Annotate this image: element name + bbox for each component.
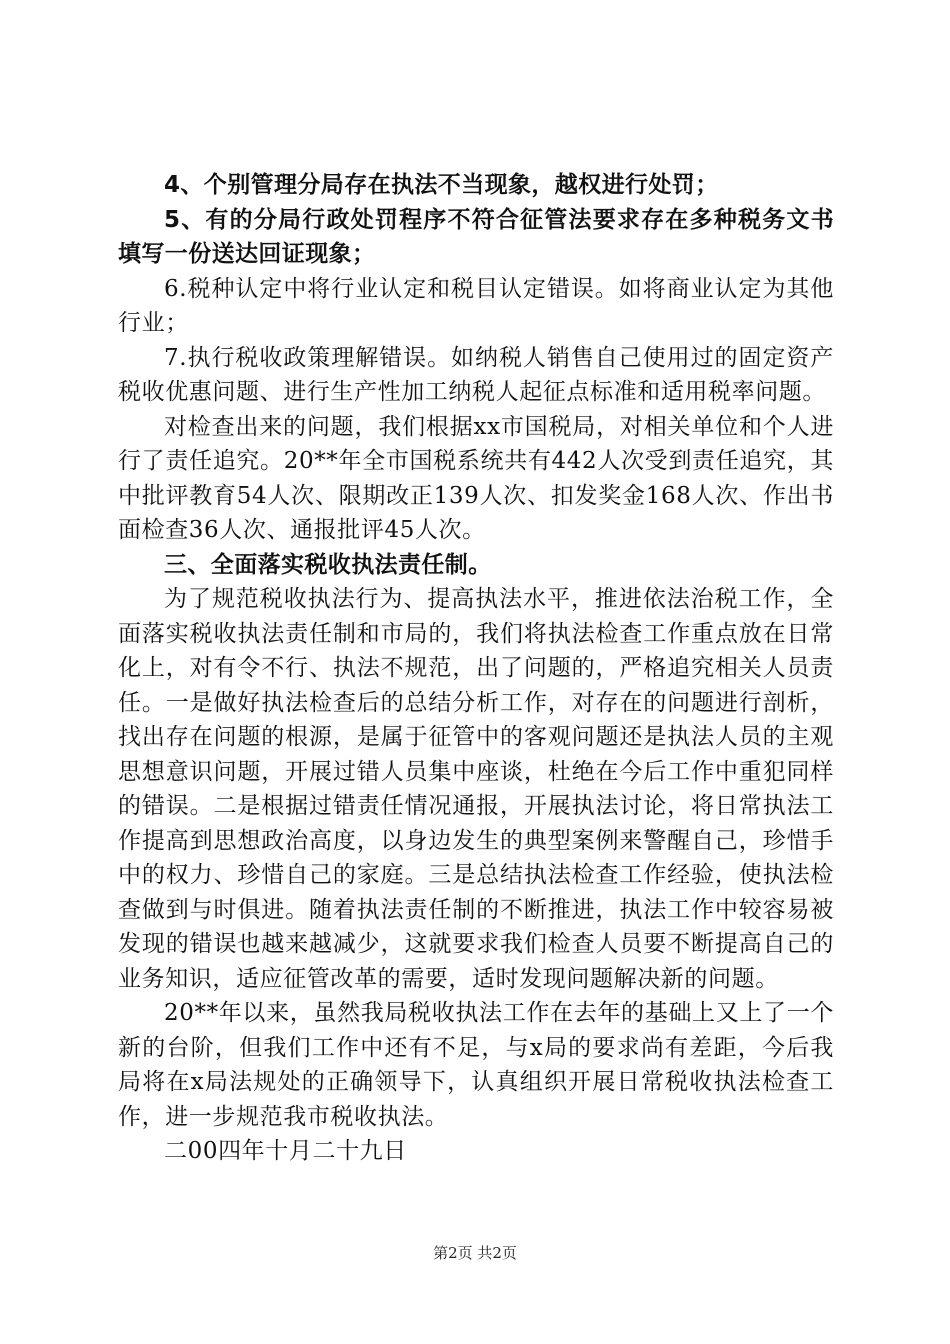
document-date: 二00四年十月二十九日 bbox=[164, 1138, 407, 1164]
paragraph-item-5: 5、有的分局行政处罚程序不符合征管法要求存在多种税务文书填写一份送达回证现象； bbox=[118, 206, 834, 267]
paragraph-item-6: 6.税种认定中将行业认定和税目认定错误。如将商业认定为其他行业； bbox=[118, 275, 834, 336]
page-footer bbox=[0, 1242, 950, 1263]
paragraph-item-4: 4、个别管理分局存在执法不当现象，越权进行处罚； bbox=[164, 172, 719, 198]
section-heading-3: 三、全面落实税收执法责任制。 bbox=[164, 551, 492, 578]
paragraph-item-7: 7.执行税收政策理解错误。如纳税人销售自己使用过的固定资产税收优惠问题、进行生产性加工纳税人起征点标准和适用税率问题。 bbox=[118, 344, 834, 405]
page-number: 第2页 共2页 bbox=[433, 1244, 517, 1262]
paragraph-implementation: 为了规范税收执法行为、提高执法水平，推进依法治税工作，全面落实税收执法责任制和市局的，我们将执法检查工作重点放在日常化上，对有令不行、执法不规范，出了问题的，严格追究相关人员责任。一是做好执法检查后的总结分析工作，对存在的问题进行剖析，找出存在问题的根源，是属于征管中的客观问题还是执法人员的主观思想意识问题，开展过错人员集中座谈，杜绝在今后工作中重犯同样的错误。二是根据过错责任情况通报，开展执法讨论，将日常执法工作提高到思想政治高度，以身边发生的典型案例来警醒自己，珍惜手中的权力、珍惜自己的家庭。三是总结执法检查工作经验，使执法检查做到与时俱进。随着执法责任制的不断推进，执法工作中较容易被发现的错误也越来越减少，这就要求我们检查人员要不断提高自己的业务知识，适应征管改革的需要，适时发现问题解决新的问题。 bbox=[118, 586, 834, 992]
paragraph-accountability: 对检查出来的问题，我们根据xx市国税局，对相关单位和个人进行了责任追究。20**年全市国税系统共有442人次受到责任追究，其中批评教育54人次、限期改正139人次、扣发奖金168人次、作出书面检查36人次、通报批评45人次。 bbox=[118, 413, 834, 543]
paragraph-conclusion: 20**年以来，虽然我局税收执法工作在去年的基础上又上了一个新的台阶，但我们工作中还有不足，与x局的要求尚有差距，今后我局将在x局法规处的正确领导下，认真组织开展日常税收执法检查工作，进一步规范我市税收执法。 bbox=[118, 1000, 834, 1130]
document-body bbox=[118, 168, 834, 1169]
